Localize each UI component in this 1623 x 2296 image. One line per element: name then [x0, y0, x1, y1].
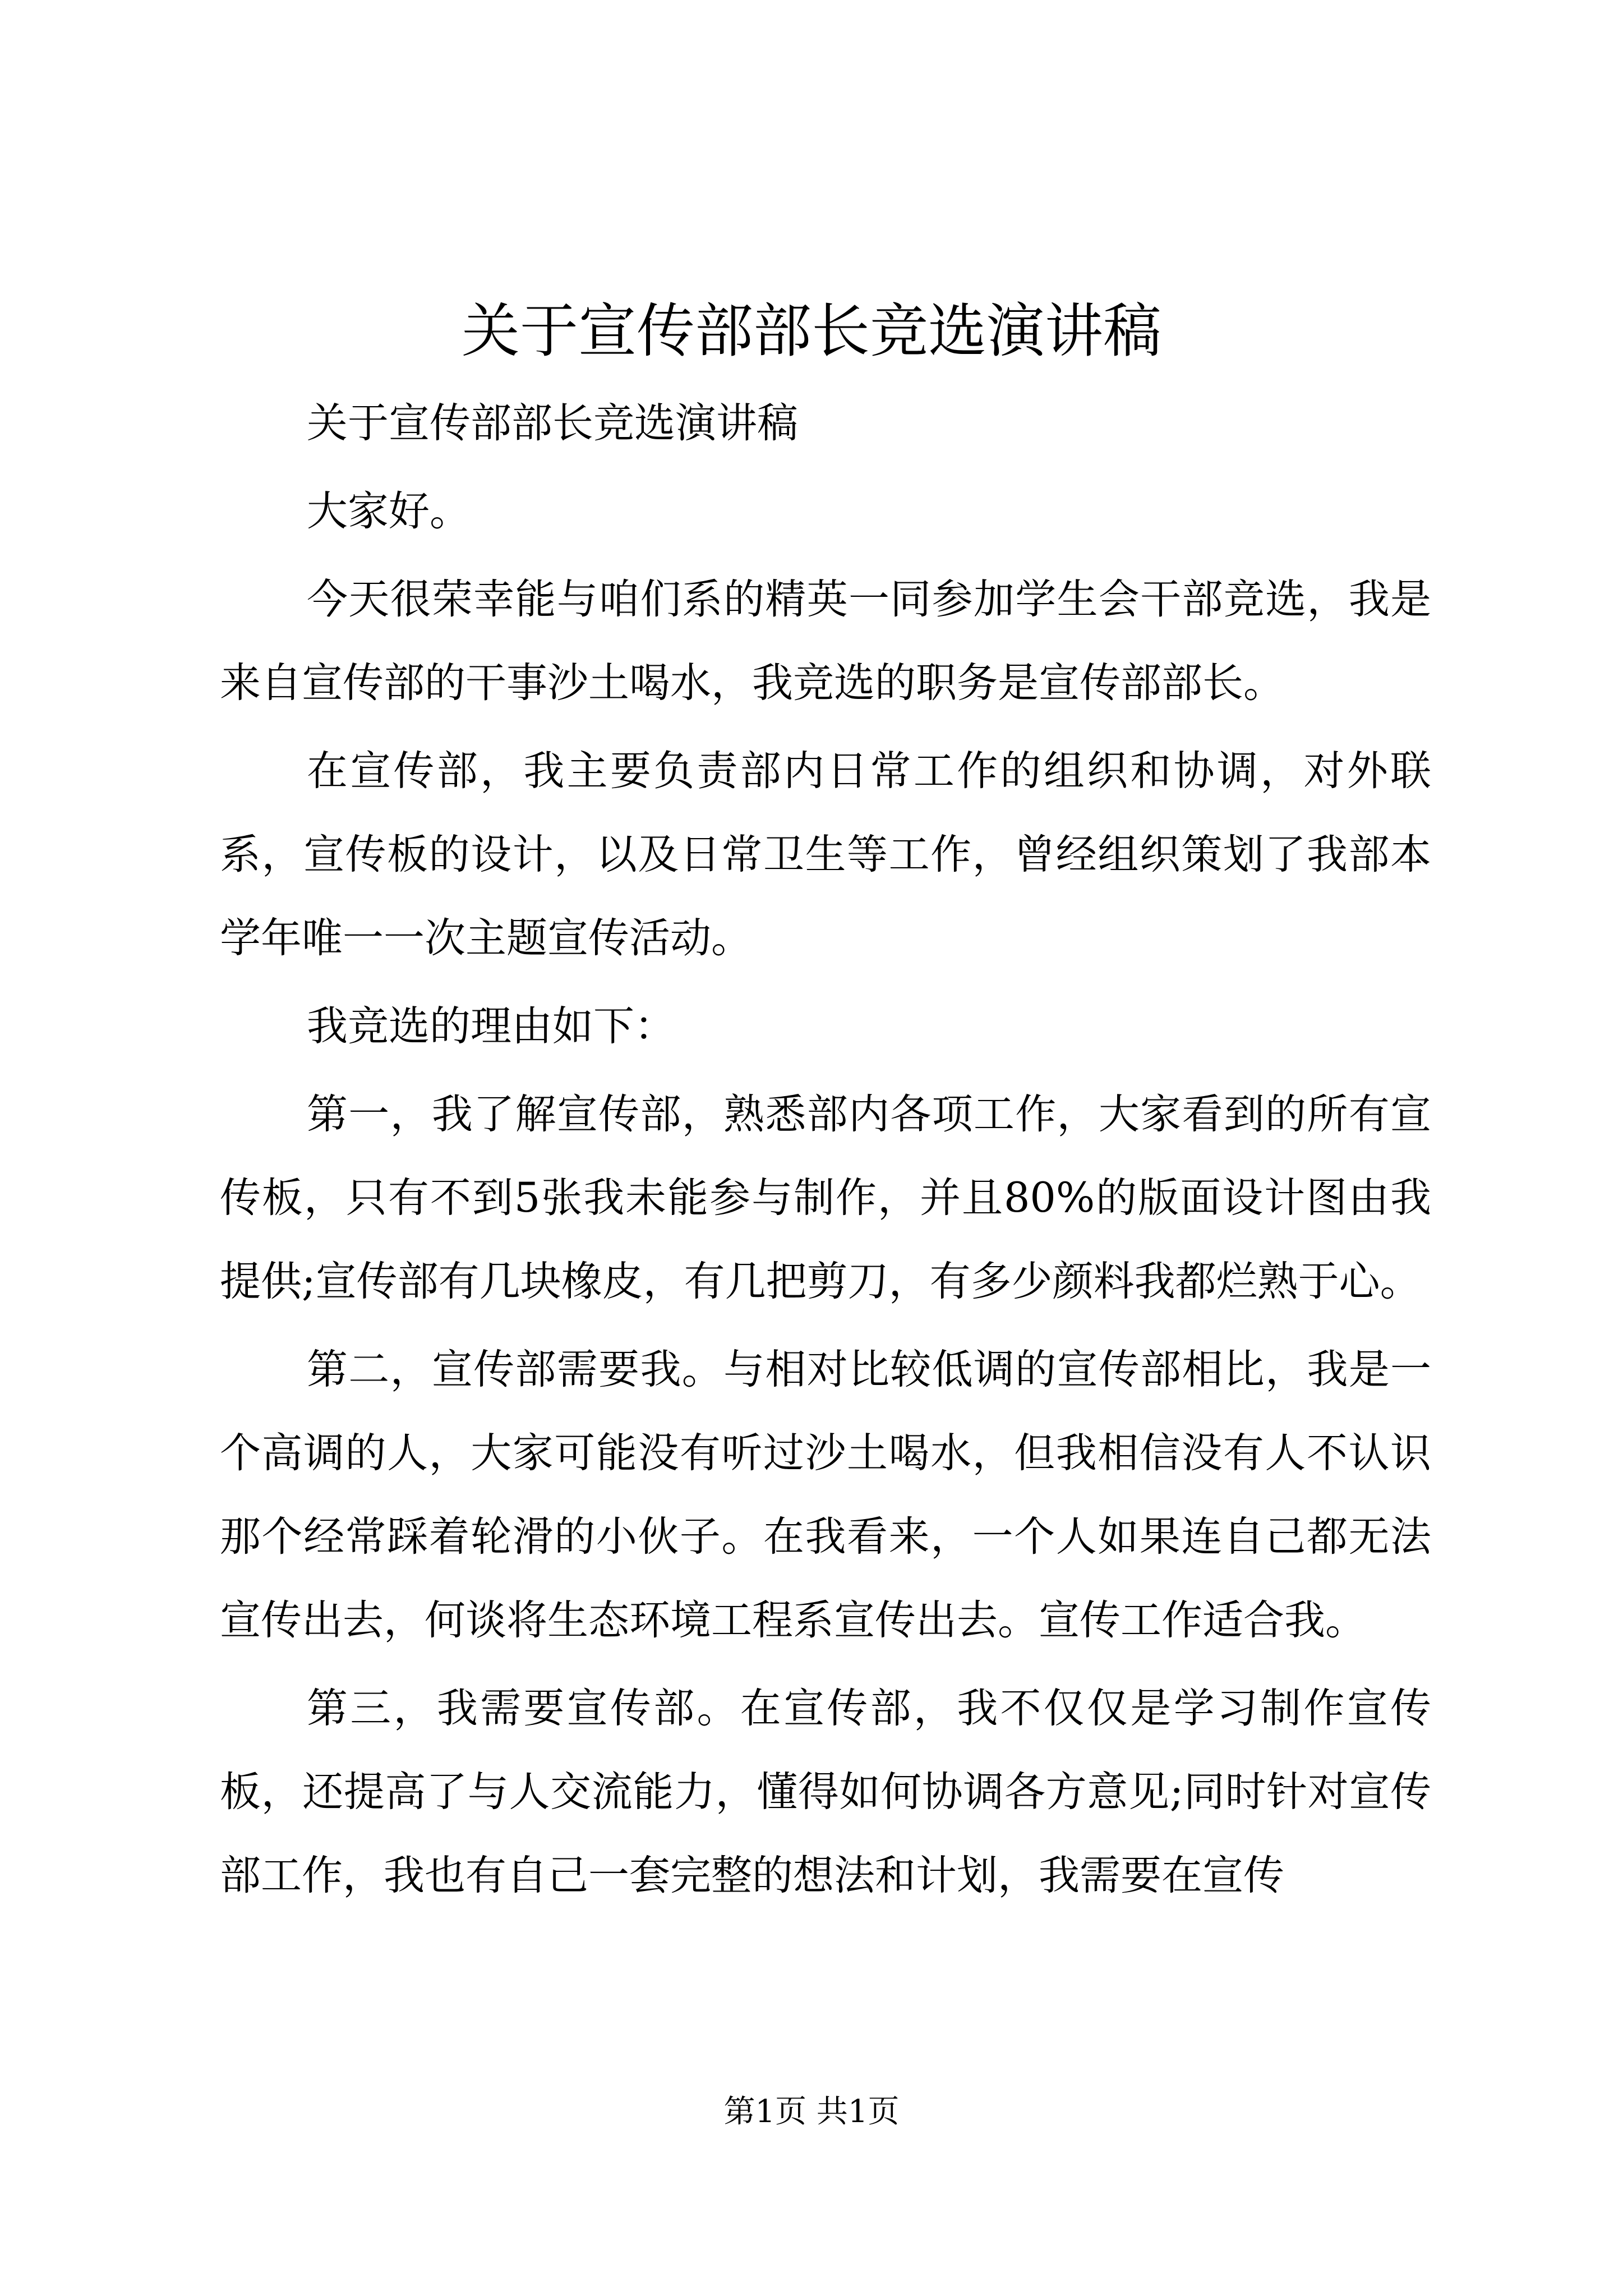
- document-body: [220, 381, 1431, 1922]
- body-paragraph-greeting: 大家好。: [307, 487, 471, 535]
- body-paragraph-reasons-heading: 我竞选的理由如下：: [307, 1002, 675, 1050]
- body-paragraph-reason-two: 第二，宣传部需要我。与相对比较低调的宣传部相比，我是一个高调的人，大家可能没有听过沙土喝水，但我相信没有人不认识那个经常踩着轮滑的小伙子。在我看来，一个人如果连自己都无法宣传出去，何谈将生态环境工程系宣传出去。宣传工作适合我。: [220, 1346, 1431, 1644]
- page-number-footer: 第1页 共1页: [723, 2093, 900, 2130]
- body-paragraph-subtitle: 关于宣传部部长竞选演讲稿: [307, 399, 798, 447]
- page-title: 关于宣传部部长竞选演讲稿: [461, 297, 1161, 365]
- body-paragraph-responsibilities: 在宣传部，我主要负责部内日常工作的组织和协调，对外联系，宣传板的设计，以及日常卫生等工作，曾经组织策划了我部本学年唯一一次主题宣传活动。: [220, 747, 1431, 962]
- body-paragraph-reason-three: 第三，我需要宣传部。在宣传部，我不仅仅是学习制作宣传板，还提高了与人交流能力，懂得如何协调各方意见;同时针对宣传部工作，我也有自己一套完整的想法和计划，我需要在宣传: [220, 1685, 1431, 1899]
- body-paragraph-reason-one: 第一，我了解宣传部，熟悉部内各项工作，大家看到的所有宣传板，只有不到5张我未能参与制作，并且80%的版面设计图由我提供;宣传部有几块橡皮，有几把剪刀，有多少颜料我都烂熟于心。: [220, 1091, 1431, 1305]
- body-paragraph-introduction: 今天很荣幸能与咱们系的精英一同参加学生会干部竞选，我是来自宣传部的干事沙土喝水，我竞选的职务是宣传部部长。: [220, 576, 1431, 707]
